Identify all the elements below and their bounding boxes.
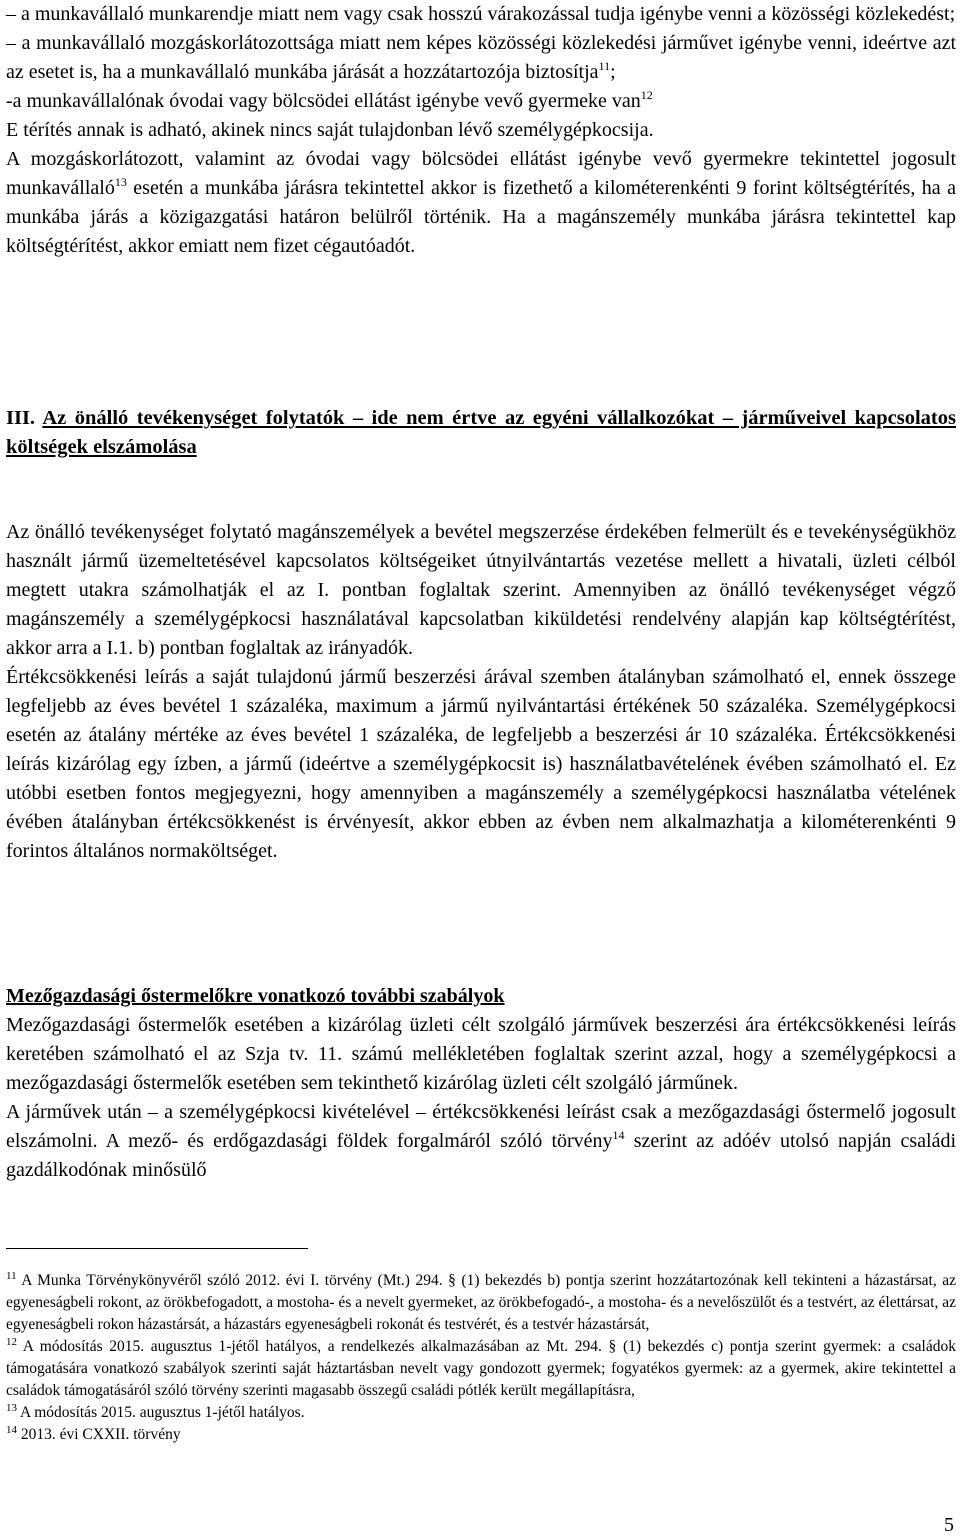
section-title: Az önálló tevékenységet folytatók – ide nem értve az egyéni vállalkozókat – járműveivel kapcsolatos költségek elszámolása (6, 407, 956, 458)
footnote-number: 11 (6, 1270, 17, 1282)
footnote-text: A Munka Törvénykönyvéről szóló 2012. évi I. törvény (Mt.) 294. § (1) bekezdés b) pontja szerint hozzátartozónak kell tekinteni a házastársat, az egyeneságbeli rokont, az örökbefogadott, a mostoha- és a nevelt gyermeket, az örökbefogadó-, a mostoha- és a nevelőszülőt és a testvért, az élettársat, az egyeneságbeli rokon házastársát, a házastárs egyeneságbeli rokonát és testvérét, és a testvér házastársát, (6, 1272, 956, 1333)
footnote-ref[interactable]: 14 (612, 1128, 625, 1142)
paragraph-part: szerint az adóév utolsó napján családi gazdálkodónak minősülő (6, 1130, 956, 1181)
footnote-number: 13 (6, 1402, 17, 1414)
paragraph: Értékcsökkenési leírás a saját tulajdonú jármű beszerzési árával szemben átalányban számolható el, ennek összege legfeljebb az éves bevétel 1 százaléka, maximum a jármű nyilvántartási értékének 50 százaléka. Személygépkocsi esetén az átalány mértéke az éves bevétel 1 százaléka, de legfeljebb a beszerzési ár 10 százaléka. Értékcsökkenési leírás kizárólag egy ízben, a jármű (ideértve a személygépkocsit is) használatbavételének évében számolható el. Ez utóbbi esetben fontos megjegyezni, hogy amennyiben a magánszemély a személygépkocsi használatba vételének évében átalányban értékcsökkenést is érvényesít, akkor ebben az évben nem alkalmazhatja a kilométerenkénti 9 forintos általános normaköltséget. (6, 666, 956, 862)
top-block (6, 0, 956, 261)
list-item-child (6, 87, 956, 116)
footnote-number: 12 (6, 1336, 17, 1348)
page-number: 5 (944, 1514, 954, 1536)
car-ownership-note: E térítés annak is adható, akinek nincs saját tulajdonban lévő személygépkocsija. (6, 119, 654, 141)
subsection-title: Mezőgazdasági őstermelőkre vonatkozó további szabályok (6, 985, 505, 1007)
section-farm (6, 982, 956, 1185)
paragraph: Mezőgazdasági őstermelők esetében a kizárólag üzleti célt szolgáló járművek beszerzési ára értékcsökkenési leírás keretében számolható el az Szja tv. 11. számú mellékletében foglaltak szerint azzal, hogy a személygépkocsi a mezőgazdasági őstermelők esetében sem tekinthető kizárólag üzleti célt szolgáló járműnek. (6, 1014, 956, 1094)
section-iii (6, 404, 956, 462)
list-item-mobility (6, 29, 956, 87)
footnote-ref[interactable]: 13 (114, 175, 127, 189)
paragraph-part: A járművek után – a személygépkocsi kivételével – értékcsökkenési leírást csak a mezőgazdasági őstermelő jogosult elszámolni. A mező- és erdőgazdasági földek forgalmáról szóló törvény (6, 1101, 956, 1152)
list-item-work-schedule: – a munkavállaló munkarendje miatt nem vagy csak hosszú várakozással tudja igénybe venni a közösségi közlekedést; (6, 3, 956, 25)
footnote-ref[interactable]: 12 (640, 88, 653, 102)
semicolon: ; (610, 61, 616, 83)
footnote-text: A módosítás 2015. augusztus 1-jétől hatályos, a rendelkezés alkalmazásában az Mt. 294. § (1) bekezdés c) pontja szerint gyermek: a családok támogatására vonatkozó szabályok szerinti saját háztartásban nevelt vagy gondozott gyermek; fogyatékos gyermek: az a gyermek, akire tekintettel a családok támogatásáról szóló törvény szerinti magasabb összegű családi pótlék került megállapításra, (6, 1338, 956, 1399)
section-number: III. (6, 407, 43, 429)
paragraph: Az önálló tevékenységet folytató magánszemélyek a bevétel megszerzése érdekében felmerült és e tevekénységükhöz használt jármű üzemeltetésével kapcsolatos költségeiket útnyilvántartás vezetése mellett a hivatali, üzleti célból megtett utakra számolhatják el az I. pontban foglaltak szerint. Amennyiben az önálló tevékenységet végző magánszemély a személygépkocsi használatával kapcsolatban kiküldetési rendelvény alapján kap költségtérítést, akkor arra a I.1. b) pontban foglaltak az irányadók. (6, 521, 956, 659)
paragraph-allowance-b: esetén a munkába járásra tekintettel akkor is fizethető a kilométerenkénti 9 forint költségtérítés, ha a munkába járás a közigazgatási határon belülről történik. Ha a magánszemély munkába járásra tekintettel kap költségtérítést, akkor emiatt nem fizet cégautóadót. (6, 177, 956, 257)
footnote-number: 14 (6, 1424, 17, 1436)
footnote-12 (6, 1336, 956, 1402)
paragraph-allowance-a: A mozgáskorlátozott, valamint az óvodai vagy bölcsödei ellátást igénybe vevő gyermekre tekintettel jogosult munkavállaló (6, 148, 956, 199)
footnote-ref[interactable]: 11 (598, 59, 611, 73)
footnote-separator (6, 1248, 308, 1249)
paragraph (6, 1098, 956, 1185)
paragraph-allowance (6, 145, 956, 261)
list-item-mobility-text: – a munkavállaló mozgáskorlátozottsága miatt nem képes közösségi közlekedési járművet igénybe venni, ideértve azt az esetet is, ha a munkavállaló munkába járását a hozzátartozója biztosítja (6, 32, 956, 83)
footnote-13 (6, 1402, 956, 1424)
footnote-text: 2013. évi CXXII. törvény (17, 1426, 181, 1443)
list-item-child-text: -a munkavállalónak óvodai vagy bölcsödei ellátást igénybe vevő gyermeke van (6, 90, 641, 112)
subsection-heading (6, 982, 956, 1011)
section-heading (6, 404, 956, 462)
section-iii-body (6, 518, 956, 866)
footnote-14 (6, 1424, 956, 1446)
footnote-11 (6, 1270, 956, 1336)
footnote-text: A módosítás 2015. augusztus 1-jétől hatályos. (17, 1404, 305, 1421)
footnotes (6, 1270, 956, 1446)
